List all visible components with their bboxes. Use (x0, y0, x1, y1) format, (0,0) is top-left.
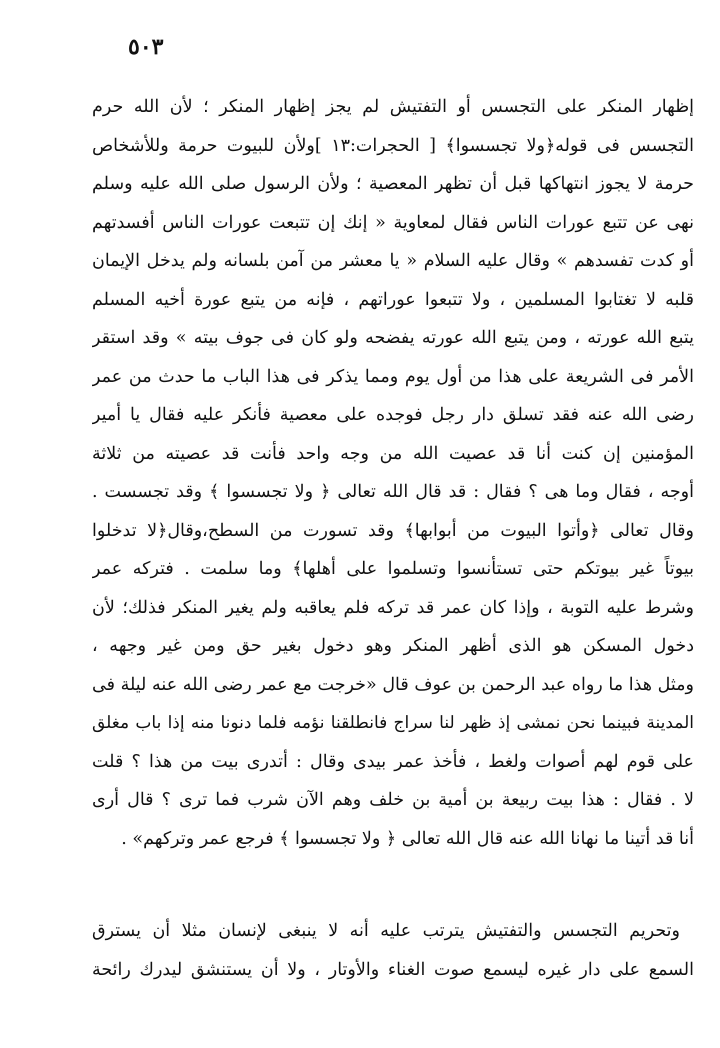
text-line: السمع على دار غيره ليسمع صوت الغناء والأوتار ، ولا أن يستنشق ليدرك رائحة (92, 959, 694, 980)
text-line: على قوم لهم أصوات ولغط ، فأخذ عمر بيدى وقال : أتدرى بيت من هذا ؟ قلت (92, 751, 694, 772)
paragraph-1 (92, 88, 694, 858)
text-line: ومثل هذا ما رواه عبد الرحمن بن عوف قال «خرجت مع عمر رضى الله عنه ليلة فى (92, 674, 694, 695)
text-line: وشرط عليه التوبة ، وإذا كان عمر قد تركه فلم يعاقبه ولم يغير المنكر فذلك؛ لأن (92, 597, 694, 618)
text-line: حرمة لا يجوز انتهاكها قبل أن تظهر المعصية ؛ ولأن الرسول صلى الله عليه وسلم (92, 174, 694, 194)
text-line: التجسس فى قوله﴿ولا تجسسوا﴾ [ الحجرات:١٣ ]ولأن للبيوت حرمة وللأشخاص (92, 135, 694, 156)
paragraph-2 (92, 912, 694, 989)
text-line: أوجه ، فقال وما هى ؟ فقال : قد قال الله تعالى ﴿ ولا تجسسوا ﴾ وقد تجسست . (92, 482, 694, 502)
text-line: دخول المسكن هو الذى أظهر المنكر وهو دخول بغير حق ومن غير وجهه ، (92, 636, 694, 656)
text-line: لا . فقال : هذا بيت ربيعة بن أمية بن خلف وهم الآن شرب فما ترى ؟ قال أرى (92, 790, 694, 810)
text-line: رضى الله عنه فقد تسلق دار رجل فوجده على معصية فأنكر عليه فقال يا أمير (92, 405, 694, 425)
text-line: قلبه لا تغتابوا المسلمين ، ولا تتبعوا عوراتهم ، فإنه من يتبع عورة أخيه المسلم (92, 289, 694, 310)
text-line: نهى عن تتبع عورات الناس فقال لمعاوية « إنك إن تتبعت عورات الناس أفسدتهم (92, 212, 694, 233)
text-line: المؤمنين إن كنت أنا قد عصيت الله من وجه واحد فأنت قد عصيته من ثلاثة (92, 443, 694, 464)
text-line: وقال تعالى ﴿وأتوا البيوت من أبوابها﴾ وقد تسورت من السطح،وقال﴿لا تدخلوا (92, 520, 694, 541)
text-line: إظهار المنكر على التجسس أو التفتيش لم يجز إظهار المنكر ؛ لأن الله حرم (92, 97, 694, 117)
page-number: ٥٠٣ (128, 34, 164, 60)
text-line: بيوتاً غير بيوتكم حتى تستأنسوا وتسلموا على أهلها﴾ وما سلمت . فتركه عمر (92, 559, 694, 579)
text-line: أنا قد أتينا ما نهانا الله عنه قال الله تعالى ﴿ ولا تجسسوا ﴾ فرجع عمر وتركهم» . (121, 828, 694, 849)
text-line: الأمر فى الشريعة على هذا من أول يوم ومما يذكر فى هذا الباب ما حدث من عمر (92, 366, 694, 387)
text-line: يتبع الله عورته ، ومن يتبع الله عورته يفضحه ولو كان فى جوف بيته » وقد استقر (92, 328, 694, 348)
text-line: أو كدت تفسدهم » وقال عليه السلام « يا معشر من آمن بلسانه ولم يدخل الإيمان (92, 251, 694, 271)
text-line: المدينة فبينما نحن نمشى إذ ظهر لنا سراج فانطلقنا نؤمه فلما دنونا منه إذا باب مغلق (92, 713, 694, 733)
text-line: وتحريم التجسس والتفتيش يترتب عليه أنه لا ينبغى لإنسان مثلا أن يسترق (92, 921, 680, 941)
